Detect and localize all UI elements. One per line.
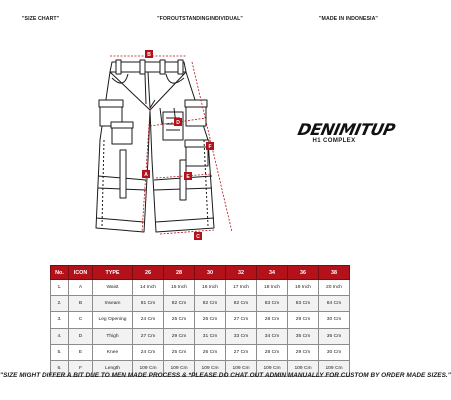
table-cell: B	[69, 296, 93, 312]
brand-logo: DENIMITUP	[295, 120, 397, 139]
table-cell: 109 Cm	[133, 360, 164, 376]
table-cell: 109 Cm	[319, 360, 350, 376]
table-cell: 109 Cm	[288, 360, 319, 376]
svg-text:B: B	[147, 52, 151, 58]
table-cell: Length	[93, 360, 133, 376]
table-row	[51, 296, 350, 312]
table-cell: 24 Cm	[133, 312, 164, 328]
table-cell: 25 Cm	[164, 344, 195, 360]
table-row	[51, 280, 350, 296]
size-table	[50, 265, 350, 377]
table-cell: 30 Cm	[319, 344, 350, 360]
table-header-cell: TYPE	[93, 266, 133, 280]
table-row	[51, 328, 350, 344]
table-header-cell: 32	[226, 266, 257, 280]
table-cell: 35 Cm	[288, 328, 319, 344]
marker-knee	[184, 172, 192, 180]
table-cell: 27 Cm	[226, 344, 257, 360]
table-cell: 2.	[51, 296, 69, 312]
svg-text:A: A	[144, 172, 148, 178]
table-cell: D	[69, 328, 93, 344]
table-cell: Waist	[93, 280, 133, 296]
table-cell: E	[69, 344, 93, 360]
table-cell: 6.	[51, 360, 69, 376]
table-cell: 34 Cm	[257, 328, 288, 344]
table-cell: 14 Inch	[133, 280, 164, 296]
brand-block	[295, 120, 397, 144]
table-cell: 84 Cm	[319, 296, 350, 312]
table-header-cell: 34	[257, 266, 288, 280]
table-cell: 82 Cm	[164, 296, 195, 312]
table-cell: 1.	[51, 280, 69, 296]
table-header-cell: No.	[51, 266, 69, 280]
table-cell: 27 Cm	[226, 312, 257, 328]
table-cell: 24 Cm	[133, 344, 164, 360]
table-cell: 109 Cm	[226, 360, 257, 376]
table-cell: 28 Cm	[257, 312, 288, 328]
svg-text:F: F	[208, 144, 212, 150]
table-cell: 28 Cm	[257, 344, 288, 360]
table-cell: 83 Cm	[257, 296, 288, 312]
disclaimer-note: "SIZE MIGHT DIFFER A BIT DUE TO MEN MADE PROCESS & *PLEASE DO CHAT OUT ADMIN MANUALLY FOR CUSTOM BY ORDER MADE SIZES."	[0, 372, 451, 379]
table-cell: 82 Cm	[195, 296, 226, 312]
size-chart-label: "SIZE CHART"	[22, 16, 60, 22]
table-header-row	[51, 266, 350, 280]
table-cell: 5.	[51, 344, 69, 360]
table-cell: 30 Cm	[319, 312, 350, 328]
table-cell: Leg Opening	[93, 312, 133, 328]
table-cell: 33 Cm	[226, 328, 257, 344]
svg-text:E: E	[186, 174, 190, 180]
marker-waist	[145, 50, 153, 58]
table-header-cell: ICON	[69, 266, 93, 280]
svg-text:C: C	[196, 234, 200, 240]
table-cell: 109 Cm	[195, 360, 226, 376]
table-header-cell: 38	[319, 266, 350, 280]
table-cell: 109 Cm	[257, 360, 288, 376]
table-header-cell: 28	[164, 266, 195, 280]
table-cell: 27 Cm	[133, 328, 164, 344]
svg-text:D: D	[176, 120, 180, 126]
marker-thigh	[174, 118, 182, 126]
made-in-label: "MADE IN INDONESIA"	[319, 16, 378, 22]
table-header-cell: 36	[288, 266, 319, 280]
table-header-cell: 30	[195, 266, 226, 280]
table-cell: 36 Cm	[319, 328, 350, 344]
brand-subtitle: H1 COMPLEX	[312, 138, 356, 144]
table-row	[51, 344, 350, 360]
table-cell: 4.	[51, 328, 69, 344]
table-cell: F	[69, 360, 93, 376]
table-cell: 16 Inch	[195, 280, 226, 296]
table-cell: Knee	[93, 344, 133, 360]
table-cell: 15 Inch	[164, 280, 195, 296]
table-cell: 26 Cm	[195, 312, 226, 328]
table-cell: 26 Cm	[195, 344, 226, 360]
table-cell: 25 Cm	[164, 312, 195, 328]
table-cell: 29 Cm	[288, 312, 319, 328]
table-row	[51, 312, 350, 328]
table-cell: 109 Cm	[164, 360, 195, 376]
table-cell: Inseam	[93, 296, 133, 312]
table-cell: 17 Inch	[226, 280, 257, 296]
table-cell: 29 Cm	[288, 344, 319, 360]
table-cell: C	[69, 312, 93, 328]
table-cell: 29 Cm	[164, 328, 195, 344]
table-cell: 83 Cm	[288, 296, 319, 312]
tagline-label: "FOROUTSTANDINGINDIVIDUAL"	[157, 16, 243, 22]
table-header-cell: 26	[133, 266, 164, 280]
table-cell: 31 Cm	[195, 328, 226, 344]
marker-inseam	[142, 170, 150, 178]
table-cell: 20 Inch	[319, 280, 350, 296]
table-cell: 3.	[51, 312, 69, 328]
marker-length	[206, 142, 214, 150]
table-cell: A	[69, 280, 93, 296]
table-cell: 19 Inch	[288, 280, 319, 296]
table-cell: 82 Cm	[226, 296, 257, 312]
table-cell: 81 Cm	[133, 296, 164, 312]
table-cell: Thigh	[93, 328, 133, 344]
table-cell: 18 Inch	[257, 280, 288, 296]
marker-leg-opening	[194, 232, 202, 240]
